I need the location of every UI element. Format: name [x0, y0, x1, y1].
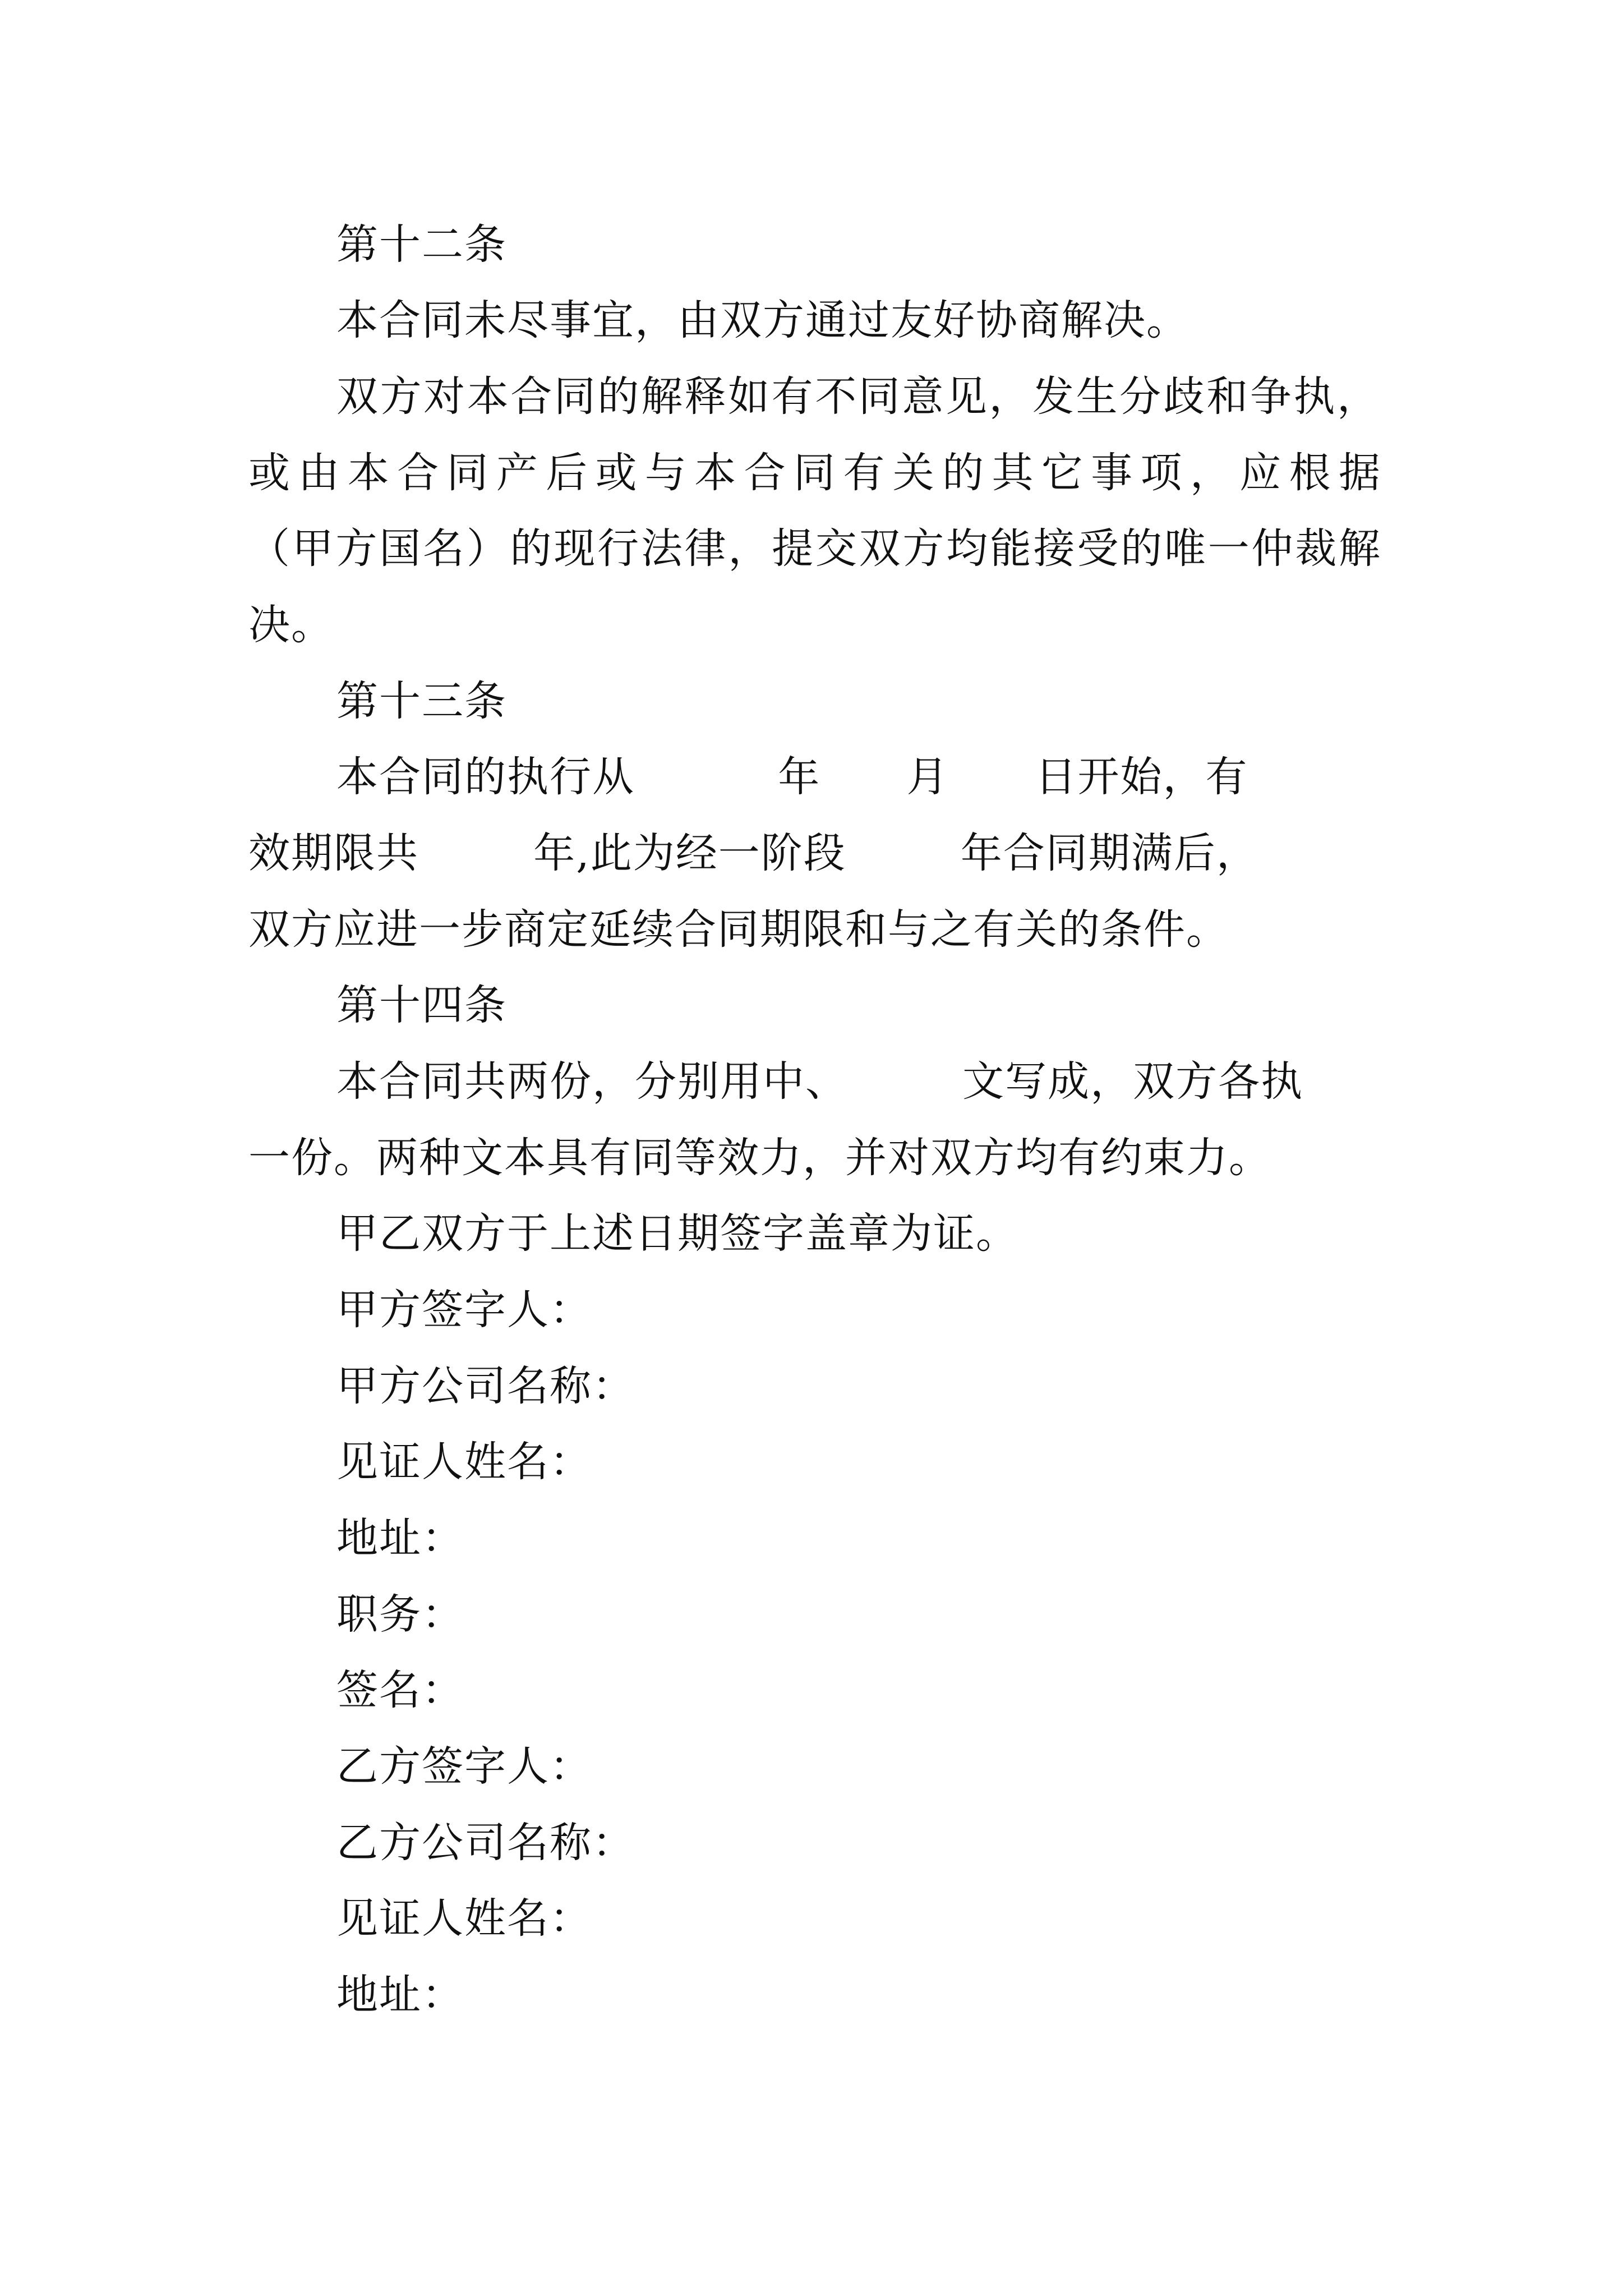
article-12-heading: 第十二条: [336, 220, 507, 269]
party-a-signatory-label: 甲方签字人：: [336, 1286, 592, 1334]
party-a-company-label: 甲方公司名称：: [336, 1362, 635, 1410]
paragraph-line: 本合同未尽事宜，由双方通过友好协商解决。: [336, 296, 1189, 344]
paragraph-line: （甲方国名）的现行法律，提交双方均能接受的唯一仲裁解: [248, 524, 1381, 573]
paragraph-line: 或由本合同产后或与本合同有关的其它事项，应根据: [248, 449, 1381, 497]
party-b-company-label: 乙方公司名称：: [336, 1819, 635, 1867]
signature-label: 签名：: [336, 1666, 464, 1714]
paragraph-line: 双方对本合同的解释如有不同意见，发生分歧和争执，: [336, 372, 1380, 421]
position-label: 职务：: [336, 1590, 464, 1639]
paragraph-line: 双方应进一步商定延续合同期限和与之有关的条件。: [248, 905, 1229, 954]
party-b-signatory-label: 乙方签字人：: [336, 1742, 592, 1791]
paragraph-line: 本合同的执行从 年 月 日开始，有: [336, 753, 1248, 801]
paragraph-line: 甲乙双方于上述日期签字盖章为证。: [336, 1209, 1018, 1258]
witness-name-label: 见证人姓名：: [336, 1438, 592, 1486]
address-label: 地址：: [336, 1514, 464, 1562]
article-14-heading: 第十四条: [336, 981, 507, 1029]
paragraph-line: 本合同共两份，分别用中、 文写成，双方各执: [336, 1057, 1304, 1106]
paragraph-line: 决。: [248, 601, 334, 649]
paragraph-line: 效期限共 年,此为经一阶段 年合同期满后，: [248, 829, 1259, 877]
article-13-heading: 第十三条: [336, 677, 507, 725]
address-label: 地址：: [336, 1971, 464, 2019]
witness-name-label: 见证人姓名：: [336, 1894, 592, 1943]
paragraph-line: 一份。两种文本具有同等效力，并对双方均有约束力。: [248, 1134, 1271, 1182]
